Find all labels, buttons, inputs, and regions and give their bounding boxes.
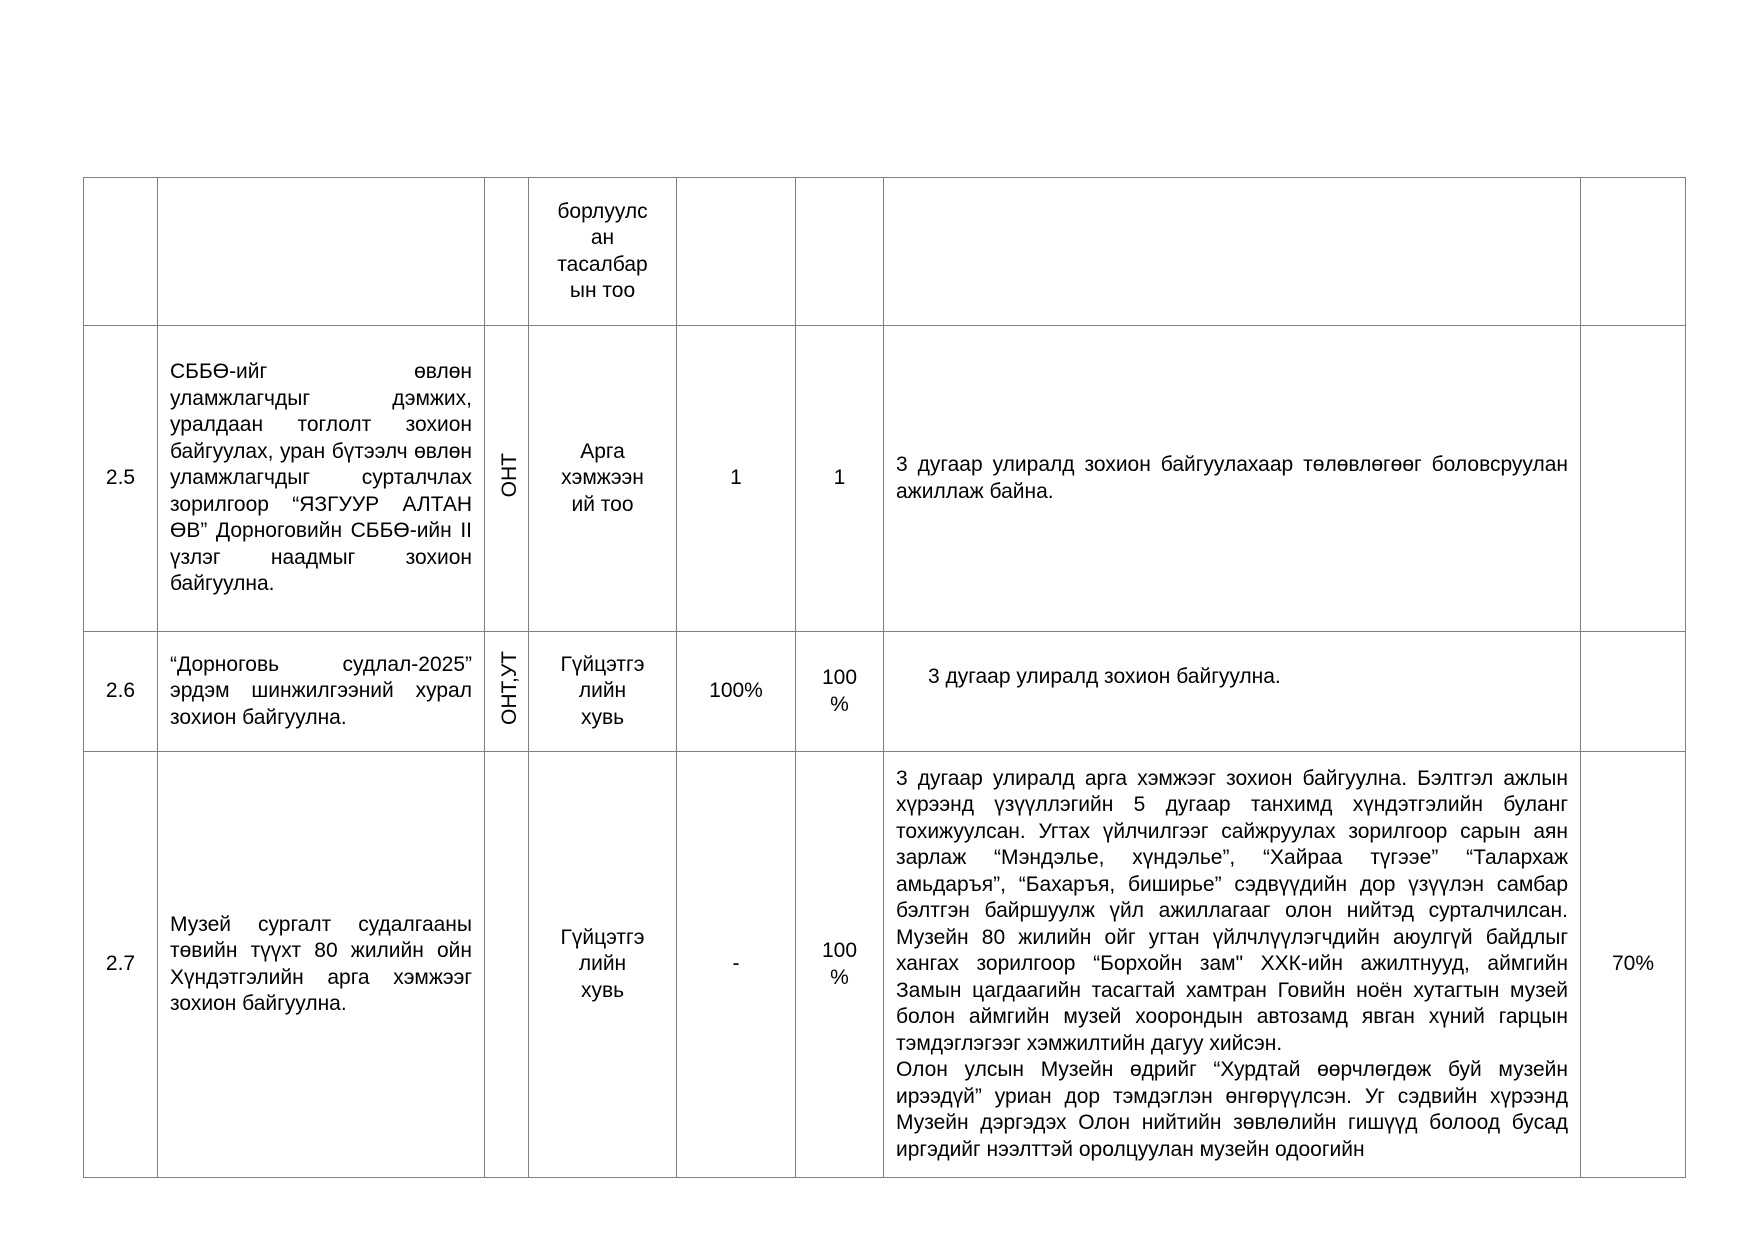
activity-text: 3 дугаар улиралд зохион байгуулна. [928,665,1281,688]
indicator-line: хэмжээн [561,466,644,490]
activity-report [884,752,1581,1178]
table-row [84,752,1686,1178]
result-value [796,178,884,326]
indicator [529,752,677,1178]
result-line: % [830,692,849,716]
row-number: 2.6 [84,632,158,752]
activity-report [884,632,1581,752]
indicator-line: Арга [580,439,625,463]
target-value: 100% [677,632,796,752]
activity-paragraph: Олон улсын Музейн өдрийг “Хурдтай өөрчлөгдөж буй музейн ирээдүй” уриан дор тэмдэглэн өнгөрүүлсэн. Уг сэдвийн хүрээнд Музейн дэргэдэх Олон нийтийн зөвлөлийн гишүүд болоод бусад иргэдийг нээлттэй оролцуулан музейн одоогийн [896,1058,1568,1161]
responsible-unit [485,178,529,326]
task-description: СББӨ-ийг өвлөн уламжлагчдыг дэмжих, уралдаан тоглолт зохион байгуулах, уран бүтээлч өвлөн уламжлагчдыг сурталчлах зорилгоор “ЯЗГУУР АЛТАН ӨВ” Дорноговийн СББӨ-ийн II үзлэг наадмыг зохион байгуулна. [158,326,485,632]
indicator-line: хувь [580,978,625,1002]
result-line: 100 [821,939,858,962]
result-line: 1 [833,466,846,490]
result-value [796,326,884,632]
indicator-line: ан [590,226,615,249]
activity-report: 3 дугаар улиралд зохион байгуулахаар төлөвлөгөөг боловсруулан ажиллаж байна. [884,326,1581,632]
indicator-line: Гүйцэтгэ [560,652,645,676]
target-value: 1 [677,326,796,632]
target-value [677,178,796,326]
result-value [796,632,884,752]
indicator [529,178,677,326]
indicator-line: лийн [578,952,627,976]
task-description: “Дорноговь судлал-2025” эрдэм шинжилгээний хурал зохион байгуулна. [158,632,485,752]
indicator [529,326,677,632]
indicator-line: лийн [578,679,627,703]
indicator-line: ий тоо [571,492,634,516]
responsible-unit: ОНТ,УТ [485,632,529,752]
completion-percent [1581,178,1686,326]
target-value: - [677,752,796,1178]
row-number: 2.7 [84,752,158,1178]
indicator-line: тасалбар [557,252,648,276]
result-value [796,752,884,1178]
result-line: 100 [821,666,858,689]
activity-report [884,178,1581,326]
indicator-line: борлуулс [557,199,648,223]
row-number: 2.5 [84,326,158,632]
task-description [158,178,485,326]
responsible-unit [485,752,529,1178]
table-row [84,326,1686,632]
completion-percent [1581,326,1686,632]
completion-percent [1581,632,1686,752]
table-row [84,632,1686,752]
indicator-line: ын тоо [569,279,636,302]
indicator [529,632,677,752]
responsible-unit: ОНТ [485,326,529,632]
indicator-line: хувь [580,705,625,729]
indicator-line: Гүйцэтгэ [560,925,645,949]
task-description: Музей сургалт судалгааны төвийн түүхт 80 жилийн ойн Хүндэтгэлийн арга хэмжээг зохион байгуулна. [158,752,485,1178]
activity-paragraph: 3 дугаар улиралд арга хэмжээг зохион байгуулна. Бэлтгэл ажлын хүрээнд үзүүллэгийн 5 дугаар танхимд хүндэтгэлийн буланг тохижуулсан. Угтах үйлчилгээг сайжруулах зорилгоор сарын аян зарлаж “Мэндэлье, хүндэлье”, “Хайраа түгээе” “Талархаж амьдаръя”, “Бахаръя, биширье” сэдвүүдийн дор үзүүлэн самбар бэлтгэн байршуулж үйл ажиллагааг олон нийтэд сурталчилсан. Музейн 80 жилийн ойг угтан үйлчлүүлэгчдийн аюулгүй байдлыг хангах зорилгоор “Борхойн зам" ХХК-ийн ажилтнууд, аймгийн Замын цагдаагийн тасагтай хамтран Говийн ноён хутагтын музей болон аймгийн музей хоорондын автозамд явган хүний гарцын тэмдэглэгээг хэмжилтийн дагуу хийсэн. [896,766,1568,1055]
result-line: % [830,965,849,989]
row-number [84,178,158,326]
table-row [84,178,1686,326]
report-table [83,177,1686,1178]
completion-percent: 70% [1581,752,1686,1178]
